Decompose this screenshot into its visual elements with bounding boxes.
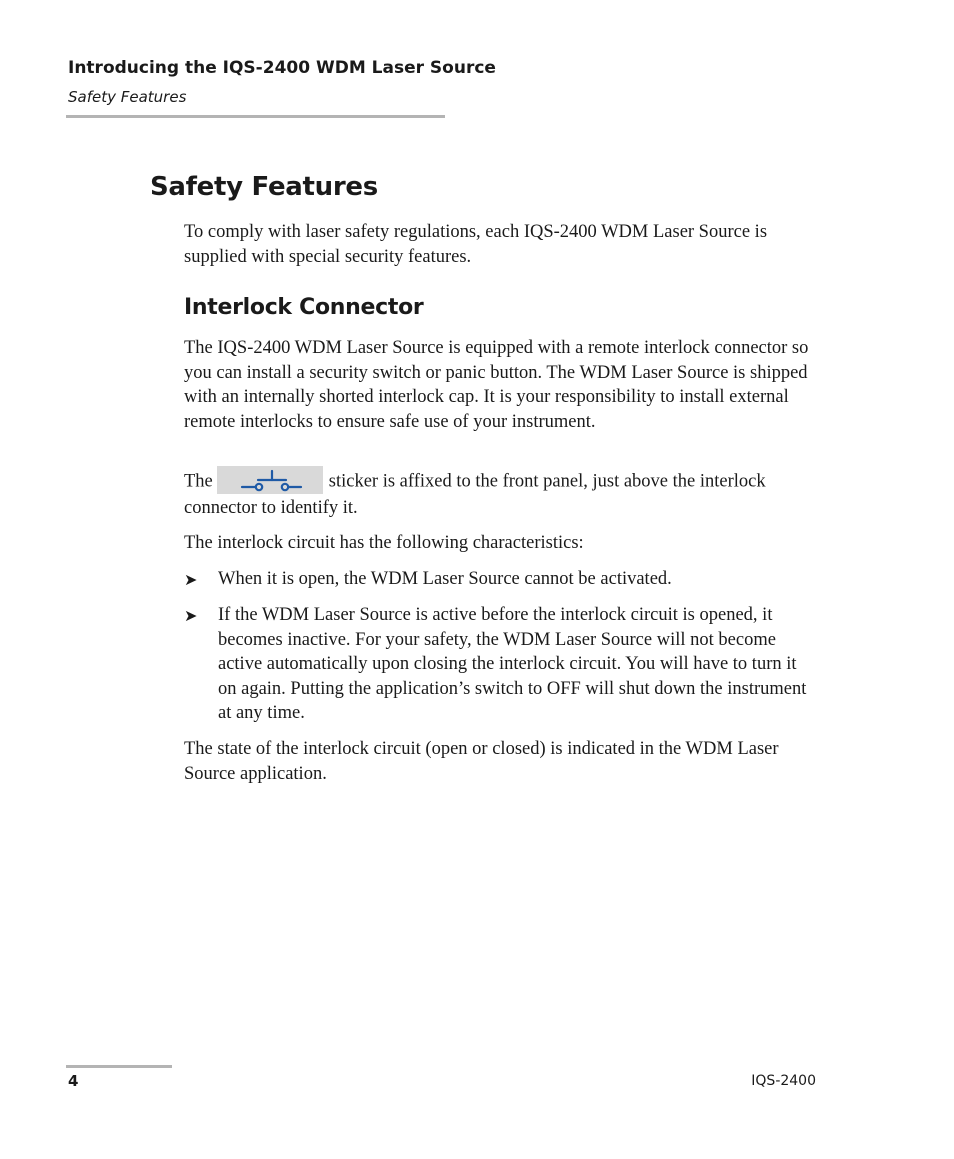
- arrow-bullet-icon: ➤: [184, 570, 198, 589]
- running-header-subtitle: Safety Features: [68, 88, 187, 106]
- closing-paragraph: The state of the interlock circuit (open or closed) is indicated in the WDM Laser Source application.: [184, 739, 779, 784]
- interlock-description-paragraph: The IQS-2400 WDM Laser Source is equipped with a remote interlock connector so you can install a security switch or panic button. The WDM Laser Source is shipped with an internally shorted interlock cap. It is your responsibility to install external remote interlocks to ensure safe use of your instrument.: [184, 338, 809, 432]
- running-header-title: Introducing the IQS-2400 WDM Laser Source: [68, 58, 496, 78]
- arrow-bullet-icon: ➤: [184, 606, 198, 625]
- page-number: 4: [68, 1072, 79, 1090]
- intro-paragraph: To comply with laser safety regulations, each IQS-2400 WDM Laser Source is supplied with special security features.: [184, 222, 768, 267]
- section-title: Safety Features: [150, 172, 378, 202]
- list-item: [184, 567, 816, 592]
- list-item-text: When it is open, the WDM Laser Source cannot be activated.: [218, 569, 672, 589]
- interlock-switch-icon: [217, 466, 323, 494]
- characteristics-lead: The interlock circuit has the following characteristics:: [184, 533, 584, 553]
- list-item: [184, 603, 816, 726]
- footer-rule: [66, 1065, 172, 1068]
- sticker-text-after: sticker is affixed to the front panel, just above the interlock connector to identify it.: [184, 471, 766, 518]
- subsection-title: Interlock Connector: [184, 295, 424, 320]
- sticker-paragraph: [184, 468, 816, 521]
- document-code: IQS-2400: [751, 1073, 816, 1089]
- list-item-text: If the WDM Laser Source is active before the interlock circuit is opened, it becomes inactive. For your safety, the WDM Laser Source will not become active automatically upon closing the interlock circuit. You will have to turn it on again. Putting the application’s switch to OFF will shut down the instrument at any time.: [218, 605, 807, 723]
- sticker-text-before: The: [184, 471, 213, 492]
- header-rule: [66, 115, 445, 118]
